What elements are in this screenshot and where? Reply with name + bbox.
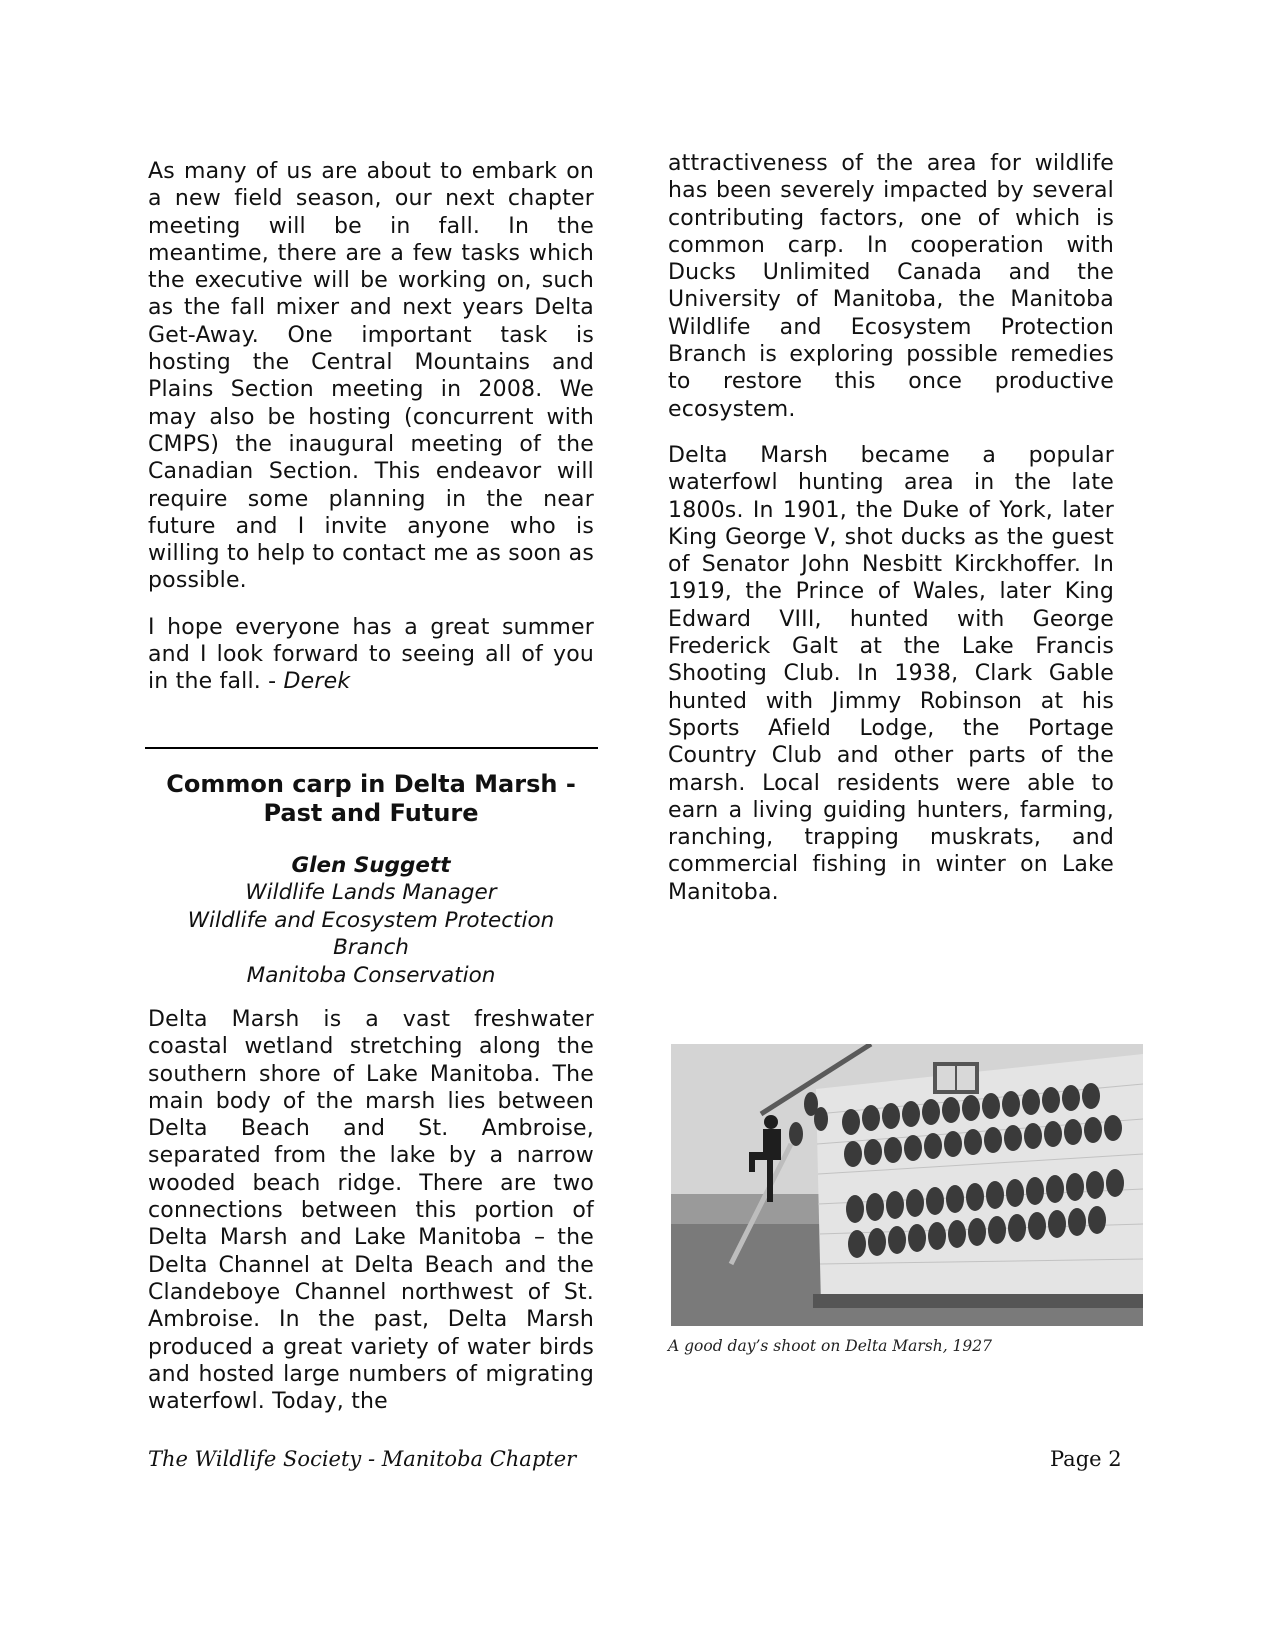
intro-closing-text: I hope everyone has a great summer and I look forward to seeing all of you in the fall. - — [148, 614, 594, 695]
intro-paragraph-1: As many of us are about to embark on a new field season, our next chapter meeting will be in fall. In the meantime, there are a few tasks which the executive will be working on, such as the fall mixer and next years Delta Get-Away. One important task is hosting the Central Mountains and Plains Section meeting in 2008. We may also be hosting (concurrent with CMPS) the inaugural meeting of the Canadian Section. This endeavor will require some planning in the near future and I invite anyone who is willing to help to contact me as soon as possible. — [148, 159, 594, 594]
author-affiliation-1: Wildlife Lands Manager — [245, 880, 497, 905]
left-column — [148, 158, 594, 715]
article-title-line-1: Common carp in Delta Marsh - — [166, 770, 576, 798]
footer-page-number: Page 2 — [1050, 1447, 1122, 1471]
intro-paragraph-2 — [148, 614, 594, 696]
article-author: Glen Suggett — [291, 853, 451, 878]
duck-hunt-photo-illustration — [671, 1044, 1143, 1326]
author-affiliation-3: Branch — [333, 935, 409, 960]
right-column — [668, 150, 1114, 925]
author-affiliation-4: Manitoba Conservation — [246, 962, 496, 988]
footer-publication: The Wildlife Society - Manitoba Chapter — [148, 1447, 577, 1471]
article-header — [148, 770, 594, 989]
article-paragraph-1: Delta Marsh is a vast freshwater coastal wetland stretching along the southern shore of Lake Manitoba. The main body of the marsh lies between Delta Beach and St. Ambroise, separated from the lake by a narrow wooded beach ridge. There are two connections between this portion of Delta Marsh and Lake Manitoba – the Delta Channel at Delta Beach and the Clandeboye Channel northwest of St. Ambroise. In the past, Delta Marsh produced a great variety of water birds and hosted large numbers of migrating waterfowl. Today, the — [148, 1007, 594, 1415]
article-body-left — [148, 1006, 594, 1434]
photo-caption: A good day’s shoot on Delta Marsh, 1927 — [668, 1337, 992, 1355]
article-title-line-2: Past and Future — [263, 799, 479, 827]
author-affiliation-2: Wildlife and Ecosystem Protection — [187, 907, 555, 933]
section-divider — [145, 747, 598, 749]
article-paragraph-2: Delta Marsh became a popular waterfowl hunting area in the late 1800s. In 1901, the Duke of York, later King George V, shot ducks as the guest of Senator John Nesbitt Kirckhoffer. In 1919, the Prince of Wales, later King Edward VIII, hunted with George Frederick Galt at the Lake Francis Shooting Club. In 1938, Clark Gable hunted with Jimmy Robinson at his Sports Afield Lodge, the Portage Country Club and other parts of the marsh. Local residents were able to earn a living guiding hunters, farming, ranching, trapping muskrats, and commercial fishing in winter on Lake Manitoba. — [668, 442, 1114, 905]
signature: Derek — [283, 669, 351, 695]
article-paragraph-1-continued: attractiveness of the area for wildlife has been severely impacted by several contributing factors, one of which is common carp. In cooperation with Ducks Unlimited Canada and the University of Manitoba, the Manitoba Wildlife and Ecosystem Protection Branch is exploring possible remedies to restore this once productive ecosystem. — [668, 151, 1114, 422]
historical-photo — [671, 1044, 1143, 1326]
